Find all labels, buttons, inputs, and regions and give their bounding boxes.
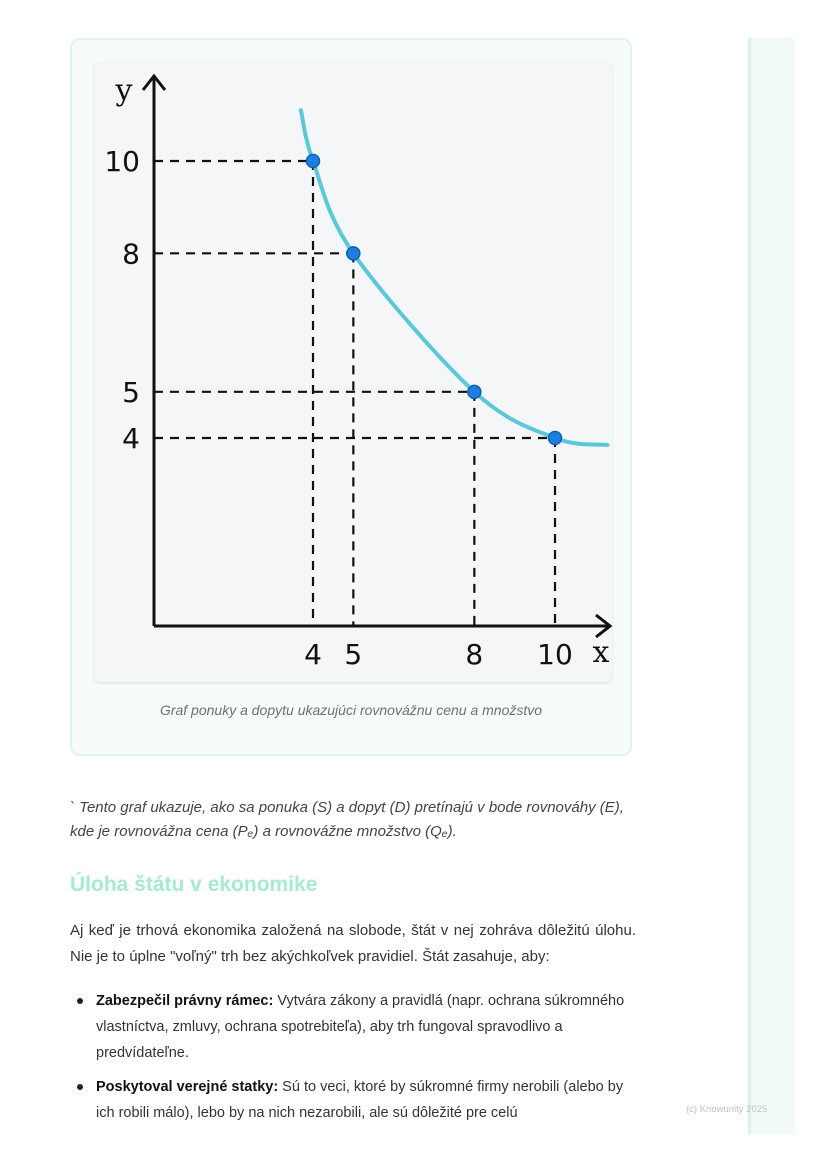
figure-caption: Graf ponuky a dopytu ukazujúci rovnovážnu cenu a množstvo [159, 702, 543, 718]
bullet-text: Vytvára zákony a pravidlá (napr. ochrana súkromného vlastníctva, zmluvy, ochrana spotrebiteľa), aby trh fungoval spravodlivo a predvídateľne. [96, 993, 625, 1061]
data-point [549, 432, 562, 445]
bullet-item [70, 1074, 636, 1126]
x-tick-label: 8 [465, 638, 484, 671]
x-axis-label: x [592, 635, 610, 670]
data-point [468, 385, 481, 398]
bullet-title: Poskytoval verejné statky: [96, 1079, 279, 1095]
y-axis-label: y [115, 73, 133, 108]
y-tick-label: 5 [122, 375, 140, 409]
figure-note: ` Tento graf ukazuje, ako sa ponuka (S) a dopyt (D) pretínajú v bode rovnováhy (E), kde je rovnovážna cena (Pₑ) a rovnovážne množstvo (Qₑ). [70, 799, 624, 840]
y-tick-label: 8 [122, 237, 140, 271]
bullet-title: Zabezpečil právny rámec: [96, 993, 274, 1009]
right-sidebar [748, 38, 795, 1134]
watermark: (c) Knowunity 2025 [686, 1104, 768, 1115]
data-point [347, 247, 360, 260]
y-tick-label: 10 [104, 145, 140, 178]
data-point [307, 155, 320, 168]
y-tick-label: 4 [122, 422, 140, 455]
bullet-item [70, 988, 636, 1066]
section-title: Úloha štátu v ekonomike [70, 873, 318, 896]
demand-curve [301, 110, 608, 445]
x-tick-label: 4 [304, 638, 322, 671]
figure-card [70, 38, 632, 756]
x-tick-label: 10 [537, 638, 573, 671]
x-tick-label: 5 [344, 638, 363, 671]
section-paragraph: Aj keď je trhová ekonomika založená na slobode, štát v nej zohráva dôležitú úlohu. Nie je to úplne "voľný" trh bez akýchkoľvek pravidiel. Štát zasahuje, aby: [70, 922, 636, 965]
bullet-list [70, 988, 636, 1134]
bullet-text: Sú to veci, ktoré by súkromné firmy nerobili (alebo by ich robili málo), lebo by na nich nezarobili, ale sú dôležité pre celú [96, 1079, 624, 1121]
demand-curve-chart [94, 62, 612, 682]
chart-panel [94, 62, 612, 682]
